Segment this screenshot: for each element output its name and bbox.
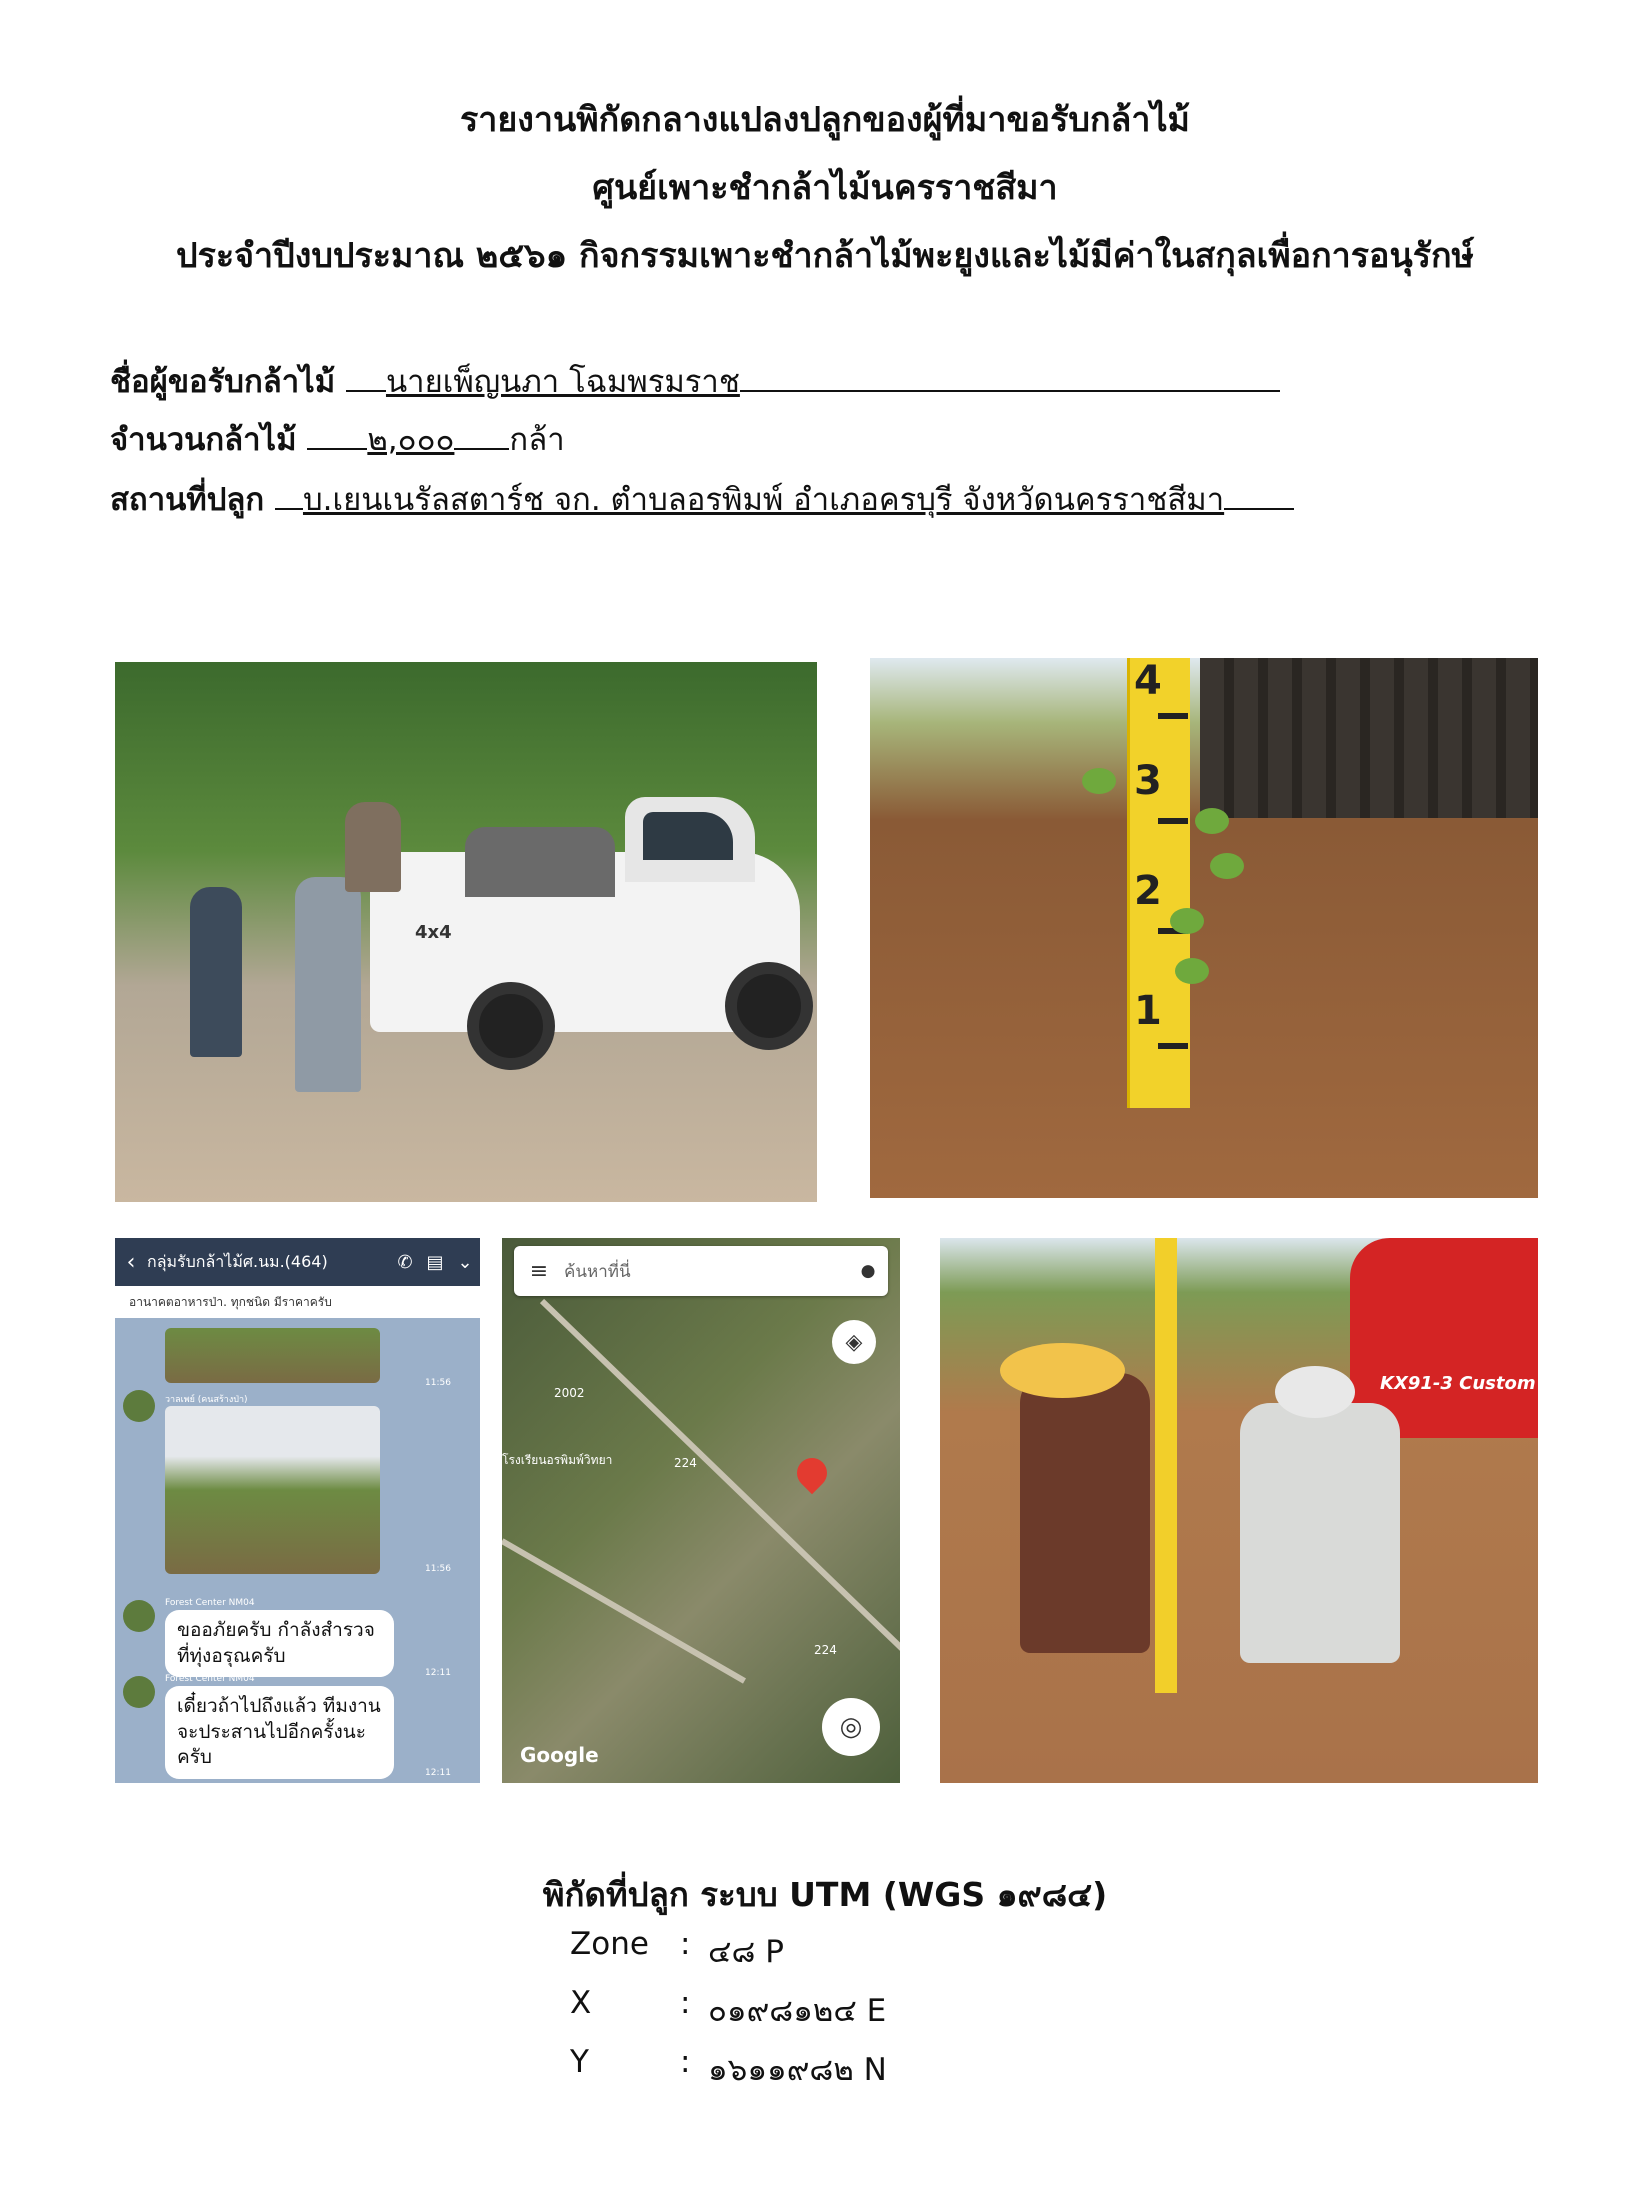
seedling-count-field bbox=[110, 414, 565, 464]
underline bbox=[275, 504, 303, 510]
map-search-placeholder: ค้นหาที่นี่ bbox=[564, 1261, 631, 1282]
coord-key: Y bbox=[570, 2044, 589, 2080]
avatar bbox=[123, 1676, 155, 1708]
menu-icon: ≡ bbox=[529, 1258, 549, 1284]
mic-icon: ● bbox=[860, 1261, 876, 1281]
planting-place-label: สถานที่ปลูก bbox=[110, 482, 265, 518]
seedling-leaf bbox=[1195, 808, 1229, 834]
ruler-number: 4 bbox=[1134, 658, 1162, 704]
map-road bbox=[502, 1538, 746, 1683]
person bbox=[345, 802, 401, 892]
chevron-left-icon: ‹ bbox=[126, 1249, 136, 1275]
truck-badge: 4x4 bbox=[415, 922, 452, 943]
ruler-tick bbox=[1158, 1043, 1188, 1049]
chevron-down-icon: ⌄ bbox=[457, 1251, 473, 1273]
chat-sender: วาลเพย์ (คนสร้างป่า) bbox=[165, 1395, 248, 1405]
seedling-leaf bbox=[1170, 908, 1204, 934]
location-pin-icon bbox=[791, 1452, 833, 1494]
photo-map-screenshot bbox=[502, 1238, 900, 1783]
report-fiscal-year: ประจำปีงบประมาณ ๒๕๖๑ กิจกรรมเพาะชำกล้าไม้พะยูงและไม้มีค่าในสกุลเพื่อการอนุรักษ์ bbox=[176, 236, 1474, 276]
coord-key: Zone bbox=[570, 1926, 649, 1962]
ruler-number: 3 bbox=[1134, 758, 1162, 804]
underline bbox=[307, 444, 367, 450]
measuring-staff bbox=[1155, 1238, 1177, 1693]
phone-icon: ✆ bbox=[397, 1251, 413, 1273]
seedling-leaf bbox=[1082, 768, 1116, 794]
avatar bbox=[123, 1390, 155, 1422]
map-brand: Google bbox=[520, 1743, 599, 1767]
recipient-field bbox=[110, 356, 1280, 406]
planting-place-field bbox=[110, 474, 1294, 524]
seedling-count-unit: กล้า bbox=[509, 422, 565, 458]
note-icon: ▤ bbox=[426, 1251, 444, 1273]
chat-sender: Forest Center NM04 bbox=[165, 1598, 255, 1608]
underline bbox=[740, 386, 1280, 392]
chat-time: 11:56 bbox=[425, 1378, 451, 1388]
coord-sep: : bbox=[680, 1985, 691, 2021]
sun-hat bbox=[1000, 1343, 1125, 1398]
map-label: 2002 bbox=[554, 1386, 585, 1400]
chat-sender: Forest Center NM04 bbox=[165, 1674, 255, 1684]
ruler-number: 1 bbox=[1134, 988, 1162, 1034]
chat-time: 12:11 bbox=[425, 1668, 451, 1678]
coord-value: ๑๖๑๑๙๘๒ N bbox=[708, 2052, 887, 2088]
seedling-leaf bbox=[1210, 853, 1244, 879]
seedling-leaf bbox=[1175, 958, 1209, 984]
chat-message: เดี๋ยวถ้าไปถึงแล้ว ทีมงานจะประสานไปอีกครั้งนะครับ bbox=[165, 1686, 394, 1779]
map-search-bar bbox=[514, 1246, 888, 1296]
underline bbox=[454, 444, 509, 450]
chat-header bbox=[115, 1238, 480, 1286]
chat-image bbox=[165, 1328, 380, 1383]
layers-icon: ◈ bbox=[832, 1320, 876, 1364]
person bbox=[1240, 1403, 1400, 1663]
underline bbox=[1224, 504, 1294, 510]
seedling-bags bbox=[465, 827, 615, 897]
seedling-count-label: จำนวนกล้าไม้ bbox=[110, 422, 297, 458]
ruler-number: 2 bbox=[1134, 868, 1162, 914]
excavator-model: KX91-3 Custom bbox=[1380, 1373, 1536, 1394]
photo-seedling-pickup bbox=[115, 662, 817, 1202]
chat-message: ขออภัยครับ กำลังสำรวจที่ทุ่งอรุณครับ bbox=[165, 1610, 394, 1677]
chat-title: กลุ่มรับกล้าไม้ศ.นม.(464) bbox=[147, 1251, 328, 1271]
photo-line-chat bbox=[115, 1238, 480, 1783]
recipient-value: นายเพ็ญนภา โฉมพรมราช bbox=[385, 364, 740, 400]
photo-field-staff bbox=[940, 1238, 1538, 1783]
map-label: 224 bbox=[674, 1456, 697, 1470]
coordinates-title: พิกัดที่ปลูก ระบบ UTM (WGS ๑๙๘๔) bbox=[542, 1875, 1108, 1914]
planting-place-value: บ.เยนเนรัลสตาร์ช จก. ตำบลอรพิมพ์ อำเภอครบุรี จังหวัดนครราชสีมา bbox=[302, 482, 1225, 518]
sun-hat bbox=[1275, 1366, 1355, 1418]
ruler-tick bbox=[1158, 818, 1188, 824]
truck-window bbox=[643, 812, 733, 860]
measuring-staff bbox=[1127, 658, 1190, 1108]
truck-wheel bbox=[467, 982, 555, 1070]
seedling-count-value: ๒,๐๐๐ bbox=[367, 422, 455, 458]
coord-sep: : bbox=[680, 1926, 691, 1962]
chat-image bbox=[165, 1406, 380, 1574]
report-center-name: ศูนย์เพาะชำกล้าไม้นครราชสีมา bbox=[592, 168, 1058, 208]
recipient-label: ชื่อผู้ขอรับกล้าไม้ bbox=[110, 364, 336, 400]
coord-value: ๔๘ P bbox=[708, 1934, 784, 1970]
my-location-icon: ◎ bbox=[822, 1698, 880, 1756]
chat-time: 12:11 bbox=[425, 1768, 451, 1778]
chat-time: 11:56 bbox=[425, 1564, 451, 1574]
report-title: รายงานพิกัดกลางแปลงปลูกของผู้ที่มาขอรับกล้าไม้ bbox=[460, 100, 1190, 140]
person bbox=[1020, 1373, 1150, 1653]
coord-sep: : bbox=[680, 2044, 691, 2080]
excavator-track bbox=[1200, 658, 1538, 818]
coord-key: X bbox=[570, 1985, 592, 2021]
ruler-tick bbox=[1158, 713, 1188, 719]
underline bbox=[346, 386, 386, 392]
truck-wheel bbox=[725, 962, 813, 1050]
chat-announcement: อานาคตอาหารป่า. ทุกชนิด มีราคาครับ bbox=[115, 1286, 480, 1318]
avatar bbox=[123, 1600, 155, 1632]
coord-value: ๐๑๙๘๑๒๔ E bbox=[708, 1993, 887, 2029]
person bbox=[295, 877, 361, 1092]
map-label: โรงเรียนอรพิมพ์วิทยา bbox=[502, 1453, 613, 1467]
photo-seedling-measure bbox=[870, 658, 1538, 1198]
person bbox=[190, 887, 242, 1057]
map-label: 224 bbox=[814, 1643, 837, 1657]
